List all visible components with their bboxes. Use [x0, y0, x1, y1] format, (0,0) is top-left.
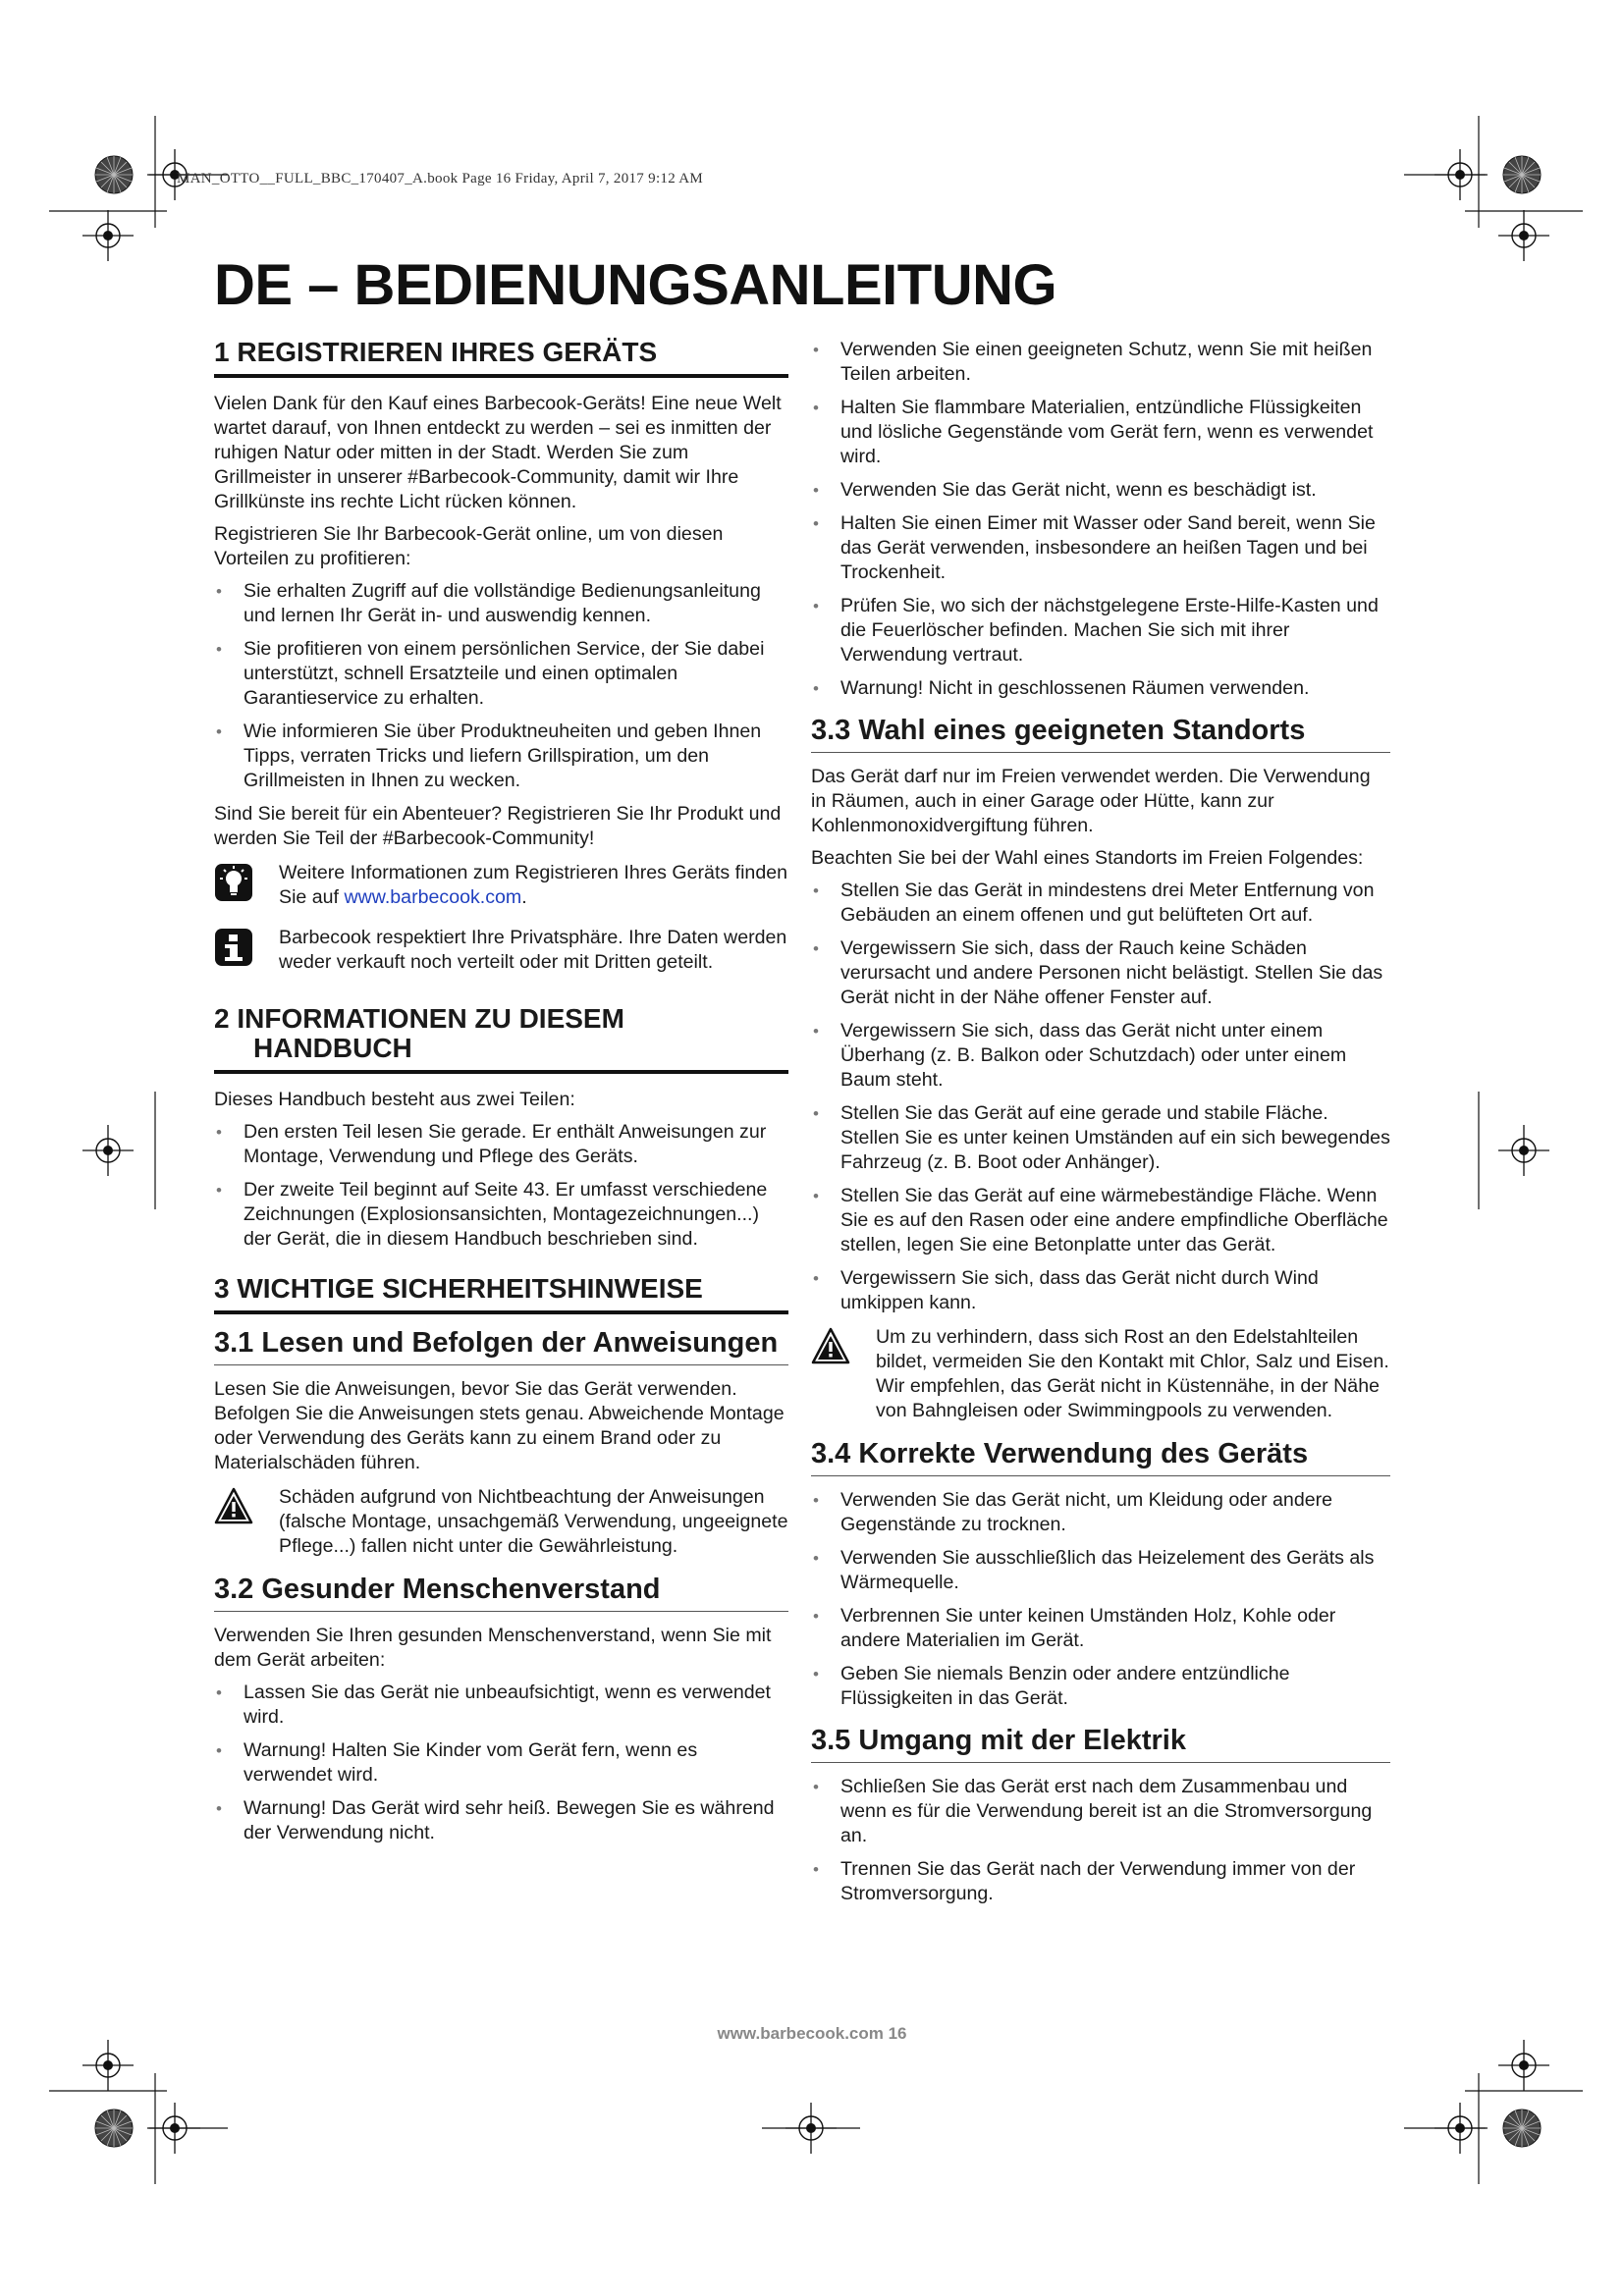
list-item: • Stellen Sie das Gerät in mindestens drei Meter Entfernung von Gebäuden an einem offenen und gut belüfteten Ort auf.: [811, 879, 1390, 928]
list-item: • Stellen Sie das Gerät auf eine gerade und stabile Fläche. Stellen Sie es unter keinen Umständen auf ein sich bewegendes Fahrzeug (z. B. Boot oder Anhänger).: [811, 1101, 1390, 1175]
rust-warning-text: Um zu verhindern, dass sich Rost an den Edelstahlteilen bildet, vermeiden Sie den Kontakt mit Chlor, Salz und Eisen. Wir empfehlen, das Gerät nicht in Küstennähe, in der Nähe von Bahngleisen oder Swimmingpools zu verwenden.: [876, 1326, 1389, 1421]
list-item: • Vergewissern Sie sich, dass das Gerät nicht unter einem Überhang (z. B. Balkon oder Schutzdach) oder unter einem Baum steht.: [811, 1019, 1390, 1093]
lightbulb-icon: [214, 863, 253, 902]
section-3-2-list: [214, 1681, 788, 1845]
section-3-2-list-continued: [811, 338, 1390, 701]
list-item: • Halten Sie flammbare Materialien, entzündliche Flüssigkeiten und lösliche Gegenstände vom Gerät fern, wenn es verwendet wird.: [811, 396, 1390, 469]
section-1-benefits-intro: Registrieren Sie Ihr Barbecook-Gerät online, um von diesen Vorteilen zu profitieren:: [214, 523, 724, 569]
list-item: • Wie informieren Sie über Produktneuheiten und geben Ihnen Tipps, verraten Tricks und liefern Grillspiration, um den Grillmeisten in Ihnen zu wecken.: [214, 720, 788, 793]
list-item: • Warnung! Das Gerät wird sehr heiß. Bewegen Sie es während der Verwendung nicht.: [214, 1796, 788, 1845]
list-item: • Trennen Sie das Gerät nach der Verwendung immer von der Stromversorgung.: [811, 1857, 1390, 1906]
section-3-2-heading: 3.2 Gesunder Menschenverstand: [214, 1575, 788, 1612]
tip-text: Weitere Informationen zum Registrieren Ihres Geräts finden Sie auf: [279, 862, 788, 908]
list-item: • Prüfen Sie, wo sich der nächstgelegene Erste-Hilfe-Kasten und die Feuerlöscher befinden. Machen Sie sich mit ihrer Verwendung vertraut.: [811, 594, 1390, 667]
page-title: DE – BEDIENUNGSANLEITUNG: [214, 253, 1057, 317]
section-3-1-heading: 3.1 Lesen und Befolgen der Anweisungen: [214, 1328, 788, 1365]
section-3-heading: 3 WICHTIGE SICHERHEITSHINWEISE: [214, 1274, 788, 1314]
list-item: • Verwenden Sie einen geeigneten Schutz, wenn Sie mit heißen Teilen arbeiten.: [811, 338, 1390, 387]
warranty-warning-text: Schäden aufgrund von Nichtbeachtung der Anweisungen (falsche Montage, unsachgemäß Verwendung, ungeeignete Pflege...) fallen nicht unter die Gewährleistung.: [279, 1486, 788, 1557]
list-item: • Lassen Sie das Gerät nie unbeaufsichtigt, wenn es verwendet wird.: [214, 1681, 788, 1730]
list-item: • Verwenden Sie das Gerät nicht, wenn es beschädigt ist.: [811, 478, 1390, 503]
list-item: • Sie profitieren von einem persönlichen Service, der Sie dabei unterstützt, schnell Ersatzteile und einen optimalen Garantieservice zu erhalten.: [214, 637, 788, 711]
list-item: • Vergewissern Sie sich, dass das Gerät nicht durch Wind umkippen kann.: [811, 1266, 1390, 1315]
info-icon: [214, 928, 253, 967]
list-item: • Den ersten Teil lesen Sie gerade. Er enthält Anweisungen zur Montage, Verwendung und Pflege des Geräts.: [214, 1120, 788, 1169]
section-3-4-heading: 3.4 Korrekte Verwendung des Geräts: [811, 1439, 1390, 1476]
section-3-2-intro: Verwenden Sie Ihren gesunden Menschenverstand, wenn Sie mit dem Gerät arbeiten:: [214, 1625, 772, 1671]
section-3-1-text: Lesen Sie die Anweisungen, bevor Sie das Gerät verwenden. Befolgen Sie die Anweisungen stets genau. Abweichende Montage oder Verwendung des Geräts kann zu einem Brand oder zu Materialschäden führen.: [214, 1378, 785, 1473]
section-3-3-text: Das Gerät darf nur im Freien verwendet werden. Die Verwendung in Räumen, auch in einer Garage oder Hütte, kann zur Kohlenmonoxidvergiftung führen.: [811, 766, 1371, 836]
section-3-5-list: [811, 1775, 1390, 1906]
section-1-heading: 1 REGISTRIEREN IHRES GERÄTS: [214, 338, 788, 378]
list-item: • Stellen Sie das Gerät auf eine wärmebeständige Fläche. Wenn Sie es auf den Rasen oder eine andere empfindliche Oberfläche stellen, legen Sie eine Betonplatte unter das Gerät.: [811, 1184, 1390, 1257]
section-1-benefits-list: [214, 579, 788, 793]
list-item: • Geben Sie niemals Benzin oder andere entzündliche Flüssigkeiten in das Gerät.: [811, 1662, 1390, 1711]
barbecook-website-link[interactable]: www.barbecook.com: [344, 886, 522, 908]
section-1-intro: Vielen Dank für den Kauf eines Barbecook-Geräts! Eine neue Welt wartet darauf, von Ihnen entdeckt zu werden – sei es inmitten der ruhigen Natur oder mitten in der Stadt. Werden Sie zum Grillmeister in unserer #Barbecook-Community, damit wir Ihre Grillkünste ins rechte Licht rücken können.: [214, 393, 782, 512]
list-item: • Warnung! Halten Sie Kinder vom Gerät fern, wenn es verwendet wird.: [214, 1738, 788, 1788]
info-note: [214, 926, 788, 975]
section-2-heading: 2 INFORMATIONEN ZU DIESEM HANDBUCH: [214, 1004, 788, 1074]
warning-icon: [811, 1327, 850, 1364]
list-item: • Schließen Sie das Gerät erst nach dem Zusammenbau und wenn es für die Verwendung bereit ist an die Stromversorgung an.: [811, 1775, 1390, 1848]
list-item: • Verwenden Sie ausschließlich das Heizelement des Geräts als Wärmequelle.: [811, 1546, 1390, 1595]
warranty-warning: [214, 1485, 788, 1559]
tip-note: [214, 861, 788, 910]
section-2-list: [214, 1120, 788, 1252]
list-item: • Verbrennen Sie unter keinen Umständen Holz, Kohle oder andere Materialien im Gerät.: [811, 1604, 1390, 1653]
right-column: [811, 338, 1390, 1915]
tip-text-end: .: [521, 886, 527, 908]
rust-warning: [811, 1325, 1390, 1423]
print-slug: MAN_OTTO__FULL_BBC_170407_A.book Page 16 Friday, April 7, 2017 9:12 AM: [177, 171, 704, 187]
section-3-5-heading: 3.5 Umgang mit der Elektrik: [811, 1726, 1390, 1763]
page-footer: www.barbecook.com 16: [717, 2024, 907, 2043]
warning-icon: [214, 1487, 253, 1524]
list-item: • Verwenden Sie das Gerät nicht, um Kleidung oder andere Gegenstände zu trocknen.: [811, 1488, 1390, 1537]
list-item: • Warnung! Nicht in geschlossenen Räumen verwenden.: [811, 676, 1390, 701]
section-3-4-list: [811, 1488, 1390, 1711]
section-1-call-to-action: Sind Sie bereit für ein Abenteuer? Registrieren Sie Ihr Produkt und werden Sie Teil der #Barbecook-Community!: [214, 803, 782, 849]
section-3-3-intro: Beachten Sie bei der Wahl eines Standorts im Freien Folgendes:: [811, 847, 1364, 869]
left-column: [214, 338, 788, 1854]
list-item: • Der zweite Teil beginnt auf Seite 43. Er umfasst verschiedene Zeichnungen (Explosionsansichten, Montagezeichnungen...) der Gerät, die in diesem Handbuch beschrieben sind.: [214, 1178, 788, 1252]
section-3-3-heading: 3.3 Wahl eines geeigneten Standorts: [811, 716, 1390, 753]
section-2-intro: Dieses Handbuch besteht aus zwei Teilen:: [214, 1089, 575, 1110]
list-item: • Vergewissern Sie sich, dass der Rauch keine Schäden verursacht und andere Personen nicht belästigt. Stellen Sie das Gerät nicht in der Nähe offener Fenster auf.: [811, 936, 1390, 1010]
privacy-note-text: Barbecook respektiert Ihre Privatsphäre. Ihre Daten werden weder verkauft noch verteilt oder mit Dritten geteilt.: [279, 927, 787, 973]
list-item: • Halten Sie einen Eimer mit Wasser oder Sand bereit, wenn Sie das Gerät verwenden, insbesondere an heißen Tagen und bei Trockenheit.: [811, 511, 1390, 585]
section-3-3-list: [811, 879, 1390, 1315]
list-item: • Sie erhalten Zugriff auf die vollständige Bedienungsanleitung und lernen Ihr Gerät in- und auswendig kennen.: [214, 579, 788, 628]
